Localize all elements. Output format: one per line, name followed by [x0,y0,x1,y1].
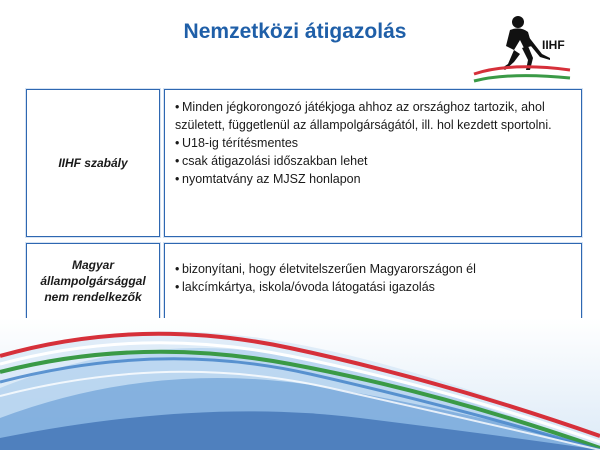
decorative-waves [0,318,600,450]
row-label-box-non-citizens [26,243,160,319]
row-label-box-iihf [26,89,160,237]
slide-title: Nemzetközi átigazolás [183,20,407,43]
row-label: Magyar állampolgársággal nem rendelkezők [40,257,146,305]
bullet-list [165,244,581,296]
list-item: • nyomtatvány az MJSZ honlapon [175,172,361,186]
list-item: • U18-ig térítésmentes [175,136,299,150]
bullet-list [165,90,581,188]
list-item: • csak átigazolási időszakban lehet [175,154,368,168]
row-content-box-non-citizens [164,243,582,319]
row-label: IIHF szabály [58,155,128,170]
list-item: • bizonyítani, hogy életvitelszerűen Magyarországon él [175,262,476,276]
logo-text: IIHF [542,38,565,52]
list-item: • Minden jégkorongozó játékjoga ahhoz az országhoz tartozik, ahol született, függetlenül az állampolgárságától, ill. hol kezdett sportolni. [175,100,552,132]
list-item: • lakcímkártya, iskola/óvoda látogatási igazolás [175,280,435,294]
row-content-box-iihf [164,89,582,237]
